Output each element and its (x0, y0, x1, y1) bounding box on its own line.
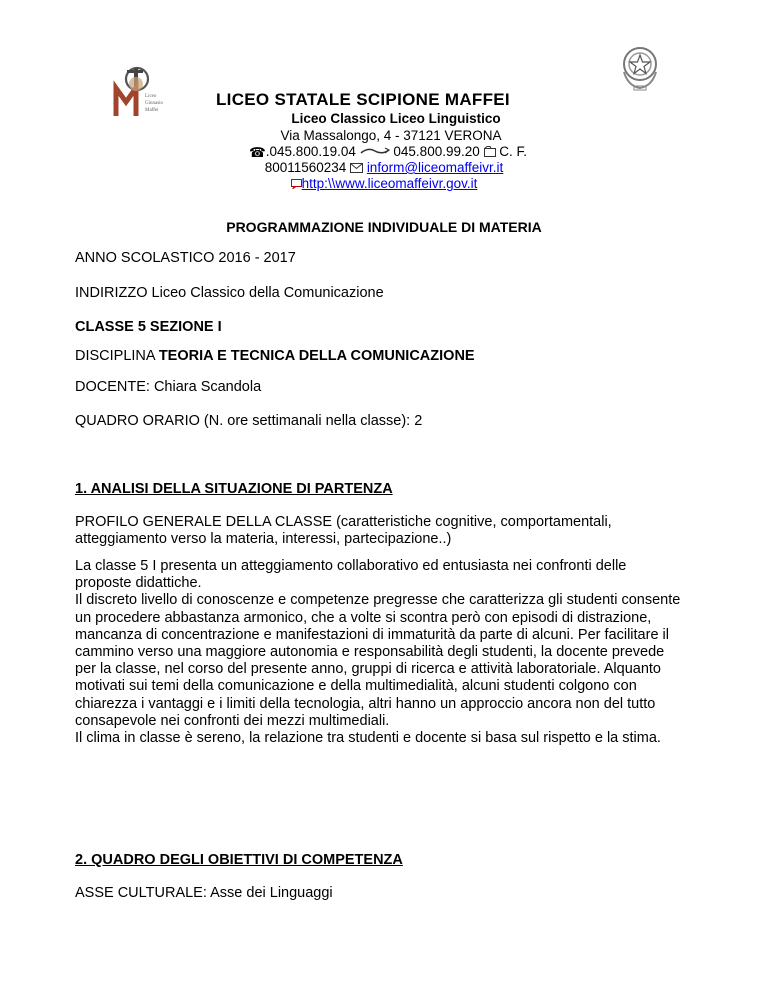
logo-text-3: Maffei (145, 108, 159, 113)
logo-text-1: Liceo (145, 94, 157, 99)
phone-number: .045.800.19.04 (265, 144, 356, 159)
email-link[interactable]: inform@liceomaffeivr.it (366, 160, 504, 175)
disciplina-value: TEORIA E TECNICA DELLA COMUNICAZIONE (158, 348, 475, 364)
indirizzo-line (75, 285, 384, 301)
profilo-paragraph-3: Il clima in classe è sereno, la relazione tra studenti e docente si basa sul rispetto e la stima. (75, 730, 661, 747)
document-title: PROGRAMMAZIONE INDIVIDUALE DI MATERIA (226, 219, 542, 235)
profilo-paragraph-1: La classe 5 I presenta un atteggiamento collaborativo ed entusiasta nei confronti delle proposte didattiche. (75, 558, 627, 592)
quadro-orario: QUADRO ORARIO (N. ore settimanali nella classe): 2 (75, 413, 423, 429)
profilo-paragraph-2: Il discreto livello di conoscenze e competenze pregresse che caratterizza gli studenti consente un procedere abbastanza armonico, che a volte si scontra però con episodi di distrazione, mancanza di concentrazione e manifestazioni di immaturità da parte di alcuni. Per facilitare il cammino verso una maggiore autonomia e responsabilità degli studenti, la docente prevede per la classe, nel corso del presente anno, gruppi di ricerca e attività laboratoriale. Alquanto motivati sui temi della comunicazione e della multimedialità, alcuni studenti colgono con chiarezza i vantaggi e i limiti della tecnologia, altri hanno un approccio ancora non del tutto consapevole nei confronti dei mezzi multimediali. (75, 592, 681, 729)
indirizzo-value: Liceo Classico della Comunicazione (151, 285, 384, 301)
profilo-body (75, 558, 685, 747)
web-icon (291, 176, 302, 193)
logo-text-2: Ginnasio (145, 101, 164, 106)
anno-scolastico: ANNO SCOLASTICO 2016 - 2017 (75, 250, 296, 266)
website-link[interactable]: http:\\www.liceomaffeivr.gov.it (301, 176, 478, 191)
school-subtitle: Liceo Classico Liceo Linguistico (291, 111, 501, 126)
phone-icon: ☎ (248, 144, 266, 160)
disciplina-line (75, 348, 475, 364)
italian-republic-emblem-icon (618, 42, 662, 94)
section-1-title: 1. ANALISI DELLA SITUAZIONE DI PARTENZA (75, 481, 393, 497)
profilo-heading: PROFILO GENERALE DELLA CLASSE (caratteristiche cognitive, comportamentali, atteggiamento verso la materia, interessi, partecipazione..) (75, 514, 612, 548)
asse-culturale: ASSE CULTURALE: Asse dei Linguaggi (75, 885, 333, 901)
cf-label: C. F. (499, 144, 528, 159)
indirizzo-label: INDIRIZZO (75, 285, 148, 301)
school-name: LICEO STATALE SCIPIONE MAFFEI (216, 90, 510, 109)
docente: DOCENTE: Chiara Scandola (75, 379, 262, 395)
cf-number: 80011560234 (264, 160, 347, 175)
fax-number: 045.800.99.20 (393, 144, 480, 159)
section-2-title: 2. QUADRO DEGLI OBIETTIVI DI COMPETENZA (75, 852, 403, 868)
website-line (0, 175, 768, 193)
disciplina-label: DISCIPLINA (75, 348, 155, 364)
classe-sezione: CLASSE 5 SEZIONE I (75, 319, 222, 335)
school-address: Via Massalongo, 4 - 37121 VERONA (280, 128, 502, 143)
